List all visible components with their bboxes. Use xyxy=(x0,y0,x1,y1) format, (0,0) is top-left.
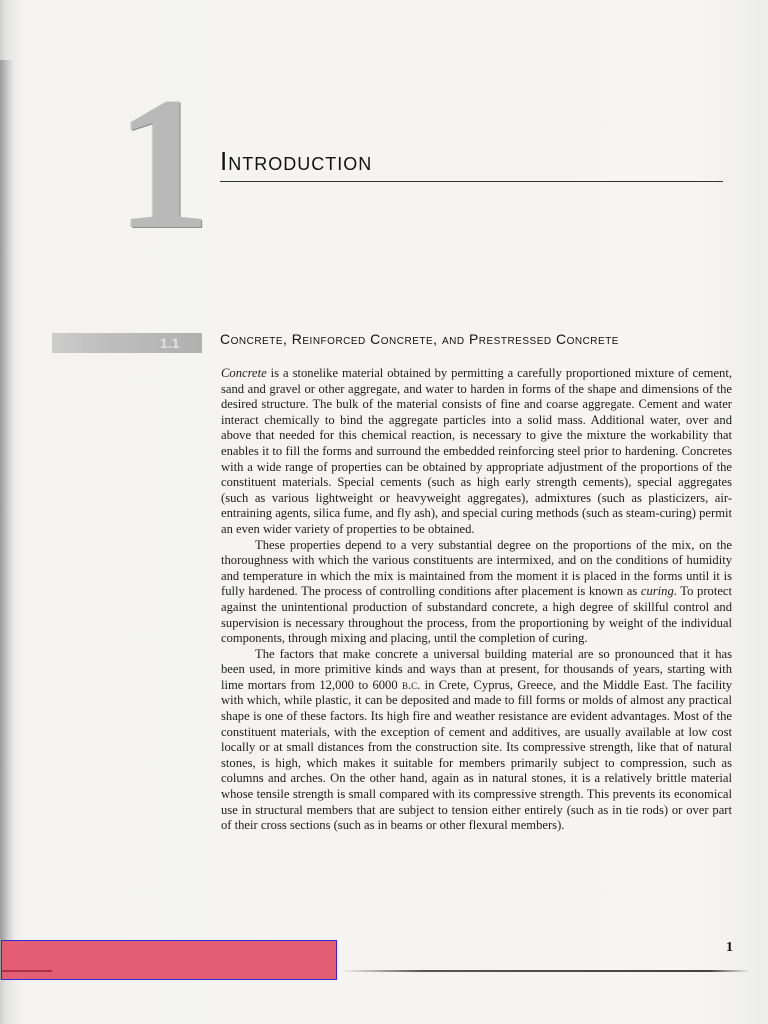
paragraph-2-before: These properties depend to a very substantial degree on the proportions of the mix, on the thoroughness with which the various constituents are intermixed, and on the conditions of humidity and temperature in which the mix is maintained from the moment it is placed in the forms until it is fully hardened. The process of controlling conditions after placement is known as xyxy=(221,537,732,599)
era-abbreviation: b.c. xyxy=(401,677,421,692)
body-text xyxy=(221,366,732,834)
page-number: 1 xyxy=(726,940,733,955)
chapter-title: Introduction xyxy=(220,146,373,176)
footer-rule xyxy=(340,970,750,972)
term-concrete: Concrete xyxy=(221,366,267,380)
term-curing: curing xyxy=(640,584,674,599)
paragraph-1 xyxy=(221,366,732,538)
page-spine-shadow xyxy=(0,60,14,980)
paragraph-2-after: . To protect against the unintentional production of substandard concrete, a high degree of skillful control and supervision is necessary throughout the process, from the proportioning by weight of the individual components, through mixing and placing, until the completion of curing. xyxy=(221,584,733,646)
paragraph-3 xyxy=(221,647,732,834)
paragraph-3-after: in Crete, Cyprus, Greece, and the Middle East. The facility with which, while plastic, it can be deposited and made to fill forms or molds of almost any practical shape is one of these factors. Its high fire and weather resistance are evident advantages. Most of the constituent materials, with the exception of cement and additives, are usually available at low cost locally or at small distances from the construction site. Its compressive strength, like that of natural stones, is high, which makes it suitable for members primarily subject to compression, such as columns and arches. On the other hand, again as in natural stones, it is a relatively brittle material whose tensile strength is small compared with its compressive strength. This prevents its economical use in structural members that are subject to tension either entirely (such as in tie rods) or over part of their cross sections (such as in beams or other flexural members). xyxy=(221,677,733,833)
section-number: 1.1 xyxy=(160,335,180,351)
highlight-annotation-line xyxy=(2,970,52,972)
paragraph-3-before: The factors that make concrete a universal building material are so pronounced that it has been used, in more primitive kinds and ways than at present, for thousands of years, starting with lime mortars from 12,000 to 6000 xyxy=(221,646,732,692)
section-heading: Concrete, Reinforced Concrete, and Prestressed Concrete xyxy=(220,331,619,347)
chapter-number: 1 xyxy=(116,59,211,269)
paragraph-1-text: is a stonelike material obtained by permitting a carefully proportioned mixture of cement, sand and gravel or other aggregate, and water to harden in forms of the shape and dimensions of the desired structure. The bulk of the material consists of fine and coarse aggregate. Cement and water interact chemically to bind the aggregate particles into a solid mass. Additional water, over and above that needed for this chemical reaction, is necessary to give the mixture the workability that enables it to fill the forms and surround the embedded reinforcing steel prior to hardening. Concretes with a wide range of properties can be obtained by appropriate adjustment of the proportions of the constituent materials. Special cements (such as high early strength cements), special aggregates (such as various lightweight or heavyweight aggregates), admixtures (such as plasticizers, air-entraining agents, silica fume, and fly ash), and special curing methods (such as steam-curing) permit an even wider variety of properties to be obtained. xyxy=(221,366,732,536)
paragraph-2 xyxy=(221,538,732,647)
highlight-annotation-box[interactable] xyxy=(1,940,337,980)
title-rule xyxy=(220,181,723,182)
